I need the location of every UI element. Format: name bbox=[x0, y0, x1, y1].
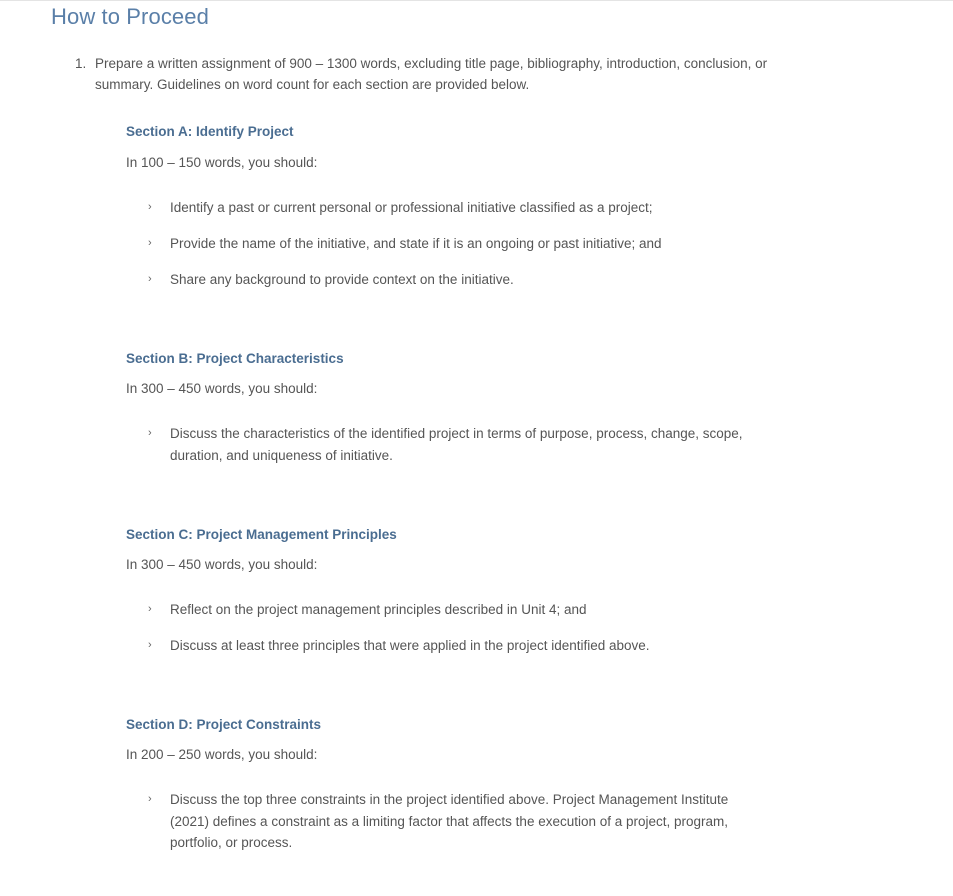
section-a-lead: In 100 – 150 words, you should: bbox=[126, 155, 318, 170]
chevron-right-icon: › bbox=[148, 237, 152, 249]
list-item: › Identify a past or current personal or professional initiative classified as a project; bbox=[148, 197, 768, 219]
chevron-right-icon: › bbox=[148, 603, 152, 615]
list-item: › Discuss the characteristics of the identified project in terms of purpose, process, change, scope, duration, and uniqueness of initiative. bbox=[148, 423, 768, 466]
list-item: › Discuss at least three principles that were applied in the project identified above. bbox=[148, 635, 768, 657]
section-c-lead: In 300 – 450 words, you should: bbox=[126, 557, 318, 572]
page-title: How to Proceed bbox=[51, 4, 209, 29]
list-item: › Discuss the top three constraints in the project identified above. Project Management Institute (2021) defines a constraint as a limiting factor that affects the execution of a project, program, portfolio, or process. bbox=[148, 789, 768, 854]
section-c-heading: Section C: Project Management Principles bbox=[126, 527, 397, 542]
section-b-lead: In 300 – 450 words, you should: bbox=[126, 381, 318, 396]
list-item: › Provide the name of the initiative, and state if it is an ongoing or past initiative; and bbox=[148, 233, 768, 255]
list-item: › Share any background to provide context on the initiative. bbox=[148, 269, 768, 291]
section-b-heading: Section B: Project Characteristics bbox=[126, 351, 344, 366]
chevron-right-icon: › bbox=[148, 793, 152, 805]
section-d-lead: In 200 – 250 words, you should: bbox=[126, 747, 318, 762]
chevron-right-icon: › bbox=[148, 201, 152, 213]
chevron-right-icon: › bbox=[148, 639, 152, 651]
instruction-item-1 bbox=[75, 53, 795, 95]
list-item: › Reflect on the project management principles described in Unit 4; and bbox=[148, 599, 768, 621]
top-divider bbox=[0, 0, 953, 1]
chevron-right-icon: › bbox=[148, 273, 152, 285]
instruction-text: Prepare a written assignment of 900 – 1300 words, excluding title page, bibliography, introduction, conclusion, or summary. Guidelines on word count for each section are provided below. bbox=[95, 56, 768, 92]
list-number: 1. bbox=[75, 56, 87, 71]
chevron-right-icon: › bbox=[148, 427, 152, 439]
section-a-heading: Section A: Identify Project bbox=[126, 124, 294, 139]
section-d-heading: Section D: Project Constraints bbox=[126, 717, 322, 732]
